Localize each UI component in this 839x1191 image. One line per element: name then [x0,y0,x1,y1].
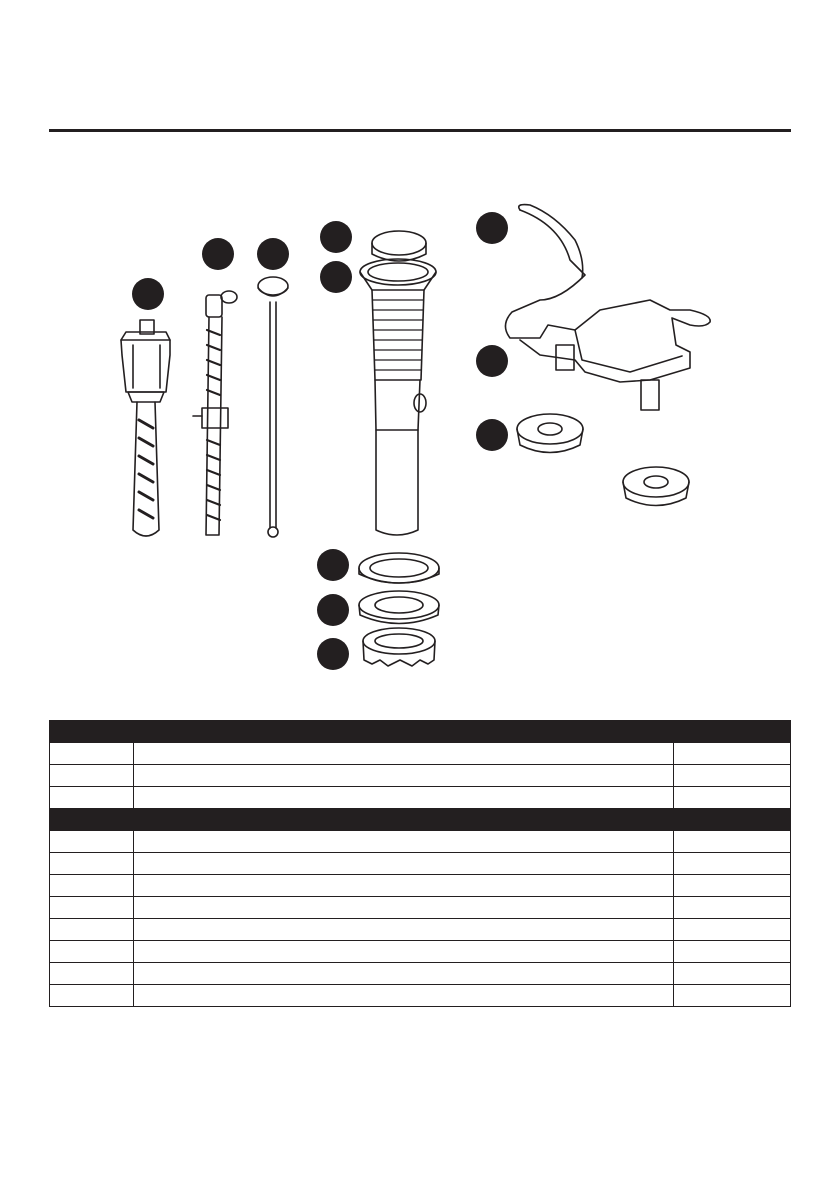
lift-rod-icon [258,277,288,537]
callout-9 [317,549,349,581]
table-row [50,963,791,985]
faucet-icon [505,205,710,410]
top-divider [49,129,791,132]
drain-body-icon [360,231,436,535]
table-row [50,897,791,919]
table-row [50,985,791,1007]
callout-2 [202,238,234,270]
table-row [50,875,791,897]
callout-5 [320,261,352,293]
gasket-icon [359,553,439,583]
callout-4 [320,221,352,253]
table-section-header [50,809,791,831]
table-row [50,853,791,875]
callout-6 [476,212,508,244]
mounting-nut-icon [517,414,689,506]
pivot-rod-icon [193,291,237,535]
parts-list-table [49,720,791,1007]
table-row [50,765,791,787]
nut-icon [363,628,435,666]
callout-1 [132,278,164,310]
washer-icon [359,591,439,624]
table-row [50,787,791,809]
parts-illustration [0,190,839,690]
callout-11 [317,638,349,670]
table-row [50,743,791,765]
callout-10 [317,594,349,626]
table-row [50,941,791,963]
table-row [50,919,791,941]
table-row [50,831,791,853]
callout-7 [476,345,508,377]
table-section-header [50,721,791,743]
callout-8 [476,419,508,451]
callout-3 [257,238,289,270]
strap-icon [121,320,170,536]
